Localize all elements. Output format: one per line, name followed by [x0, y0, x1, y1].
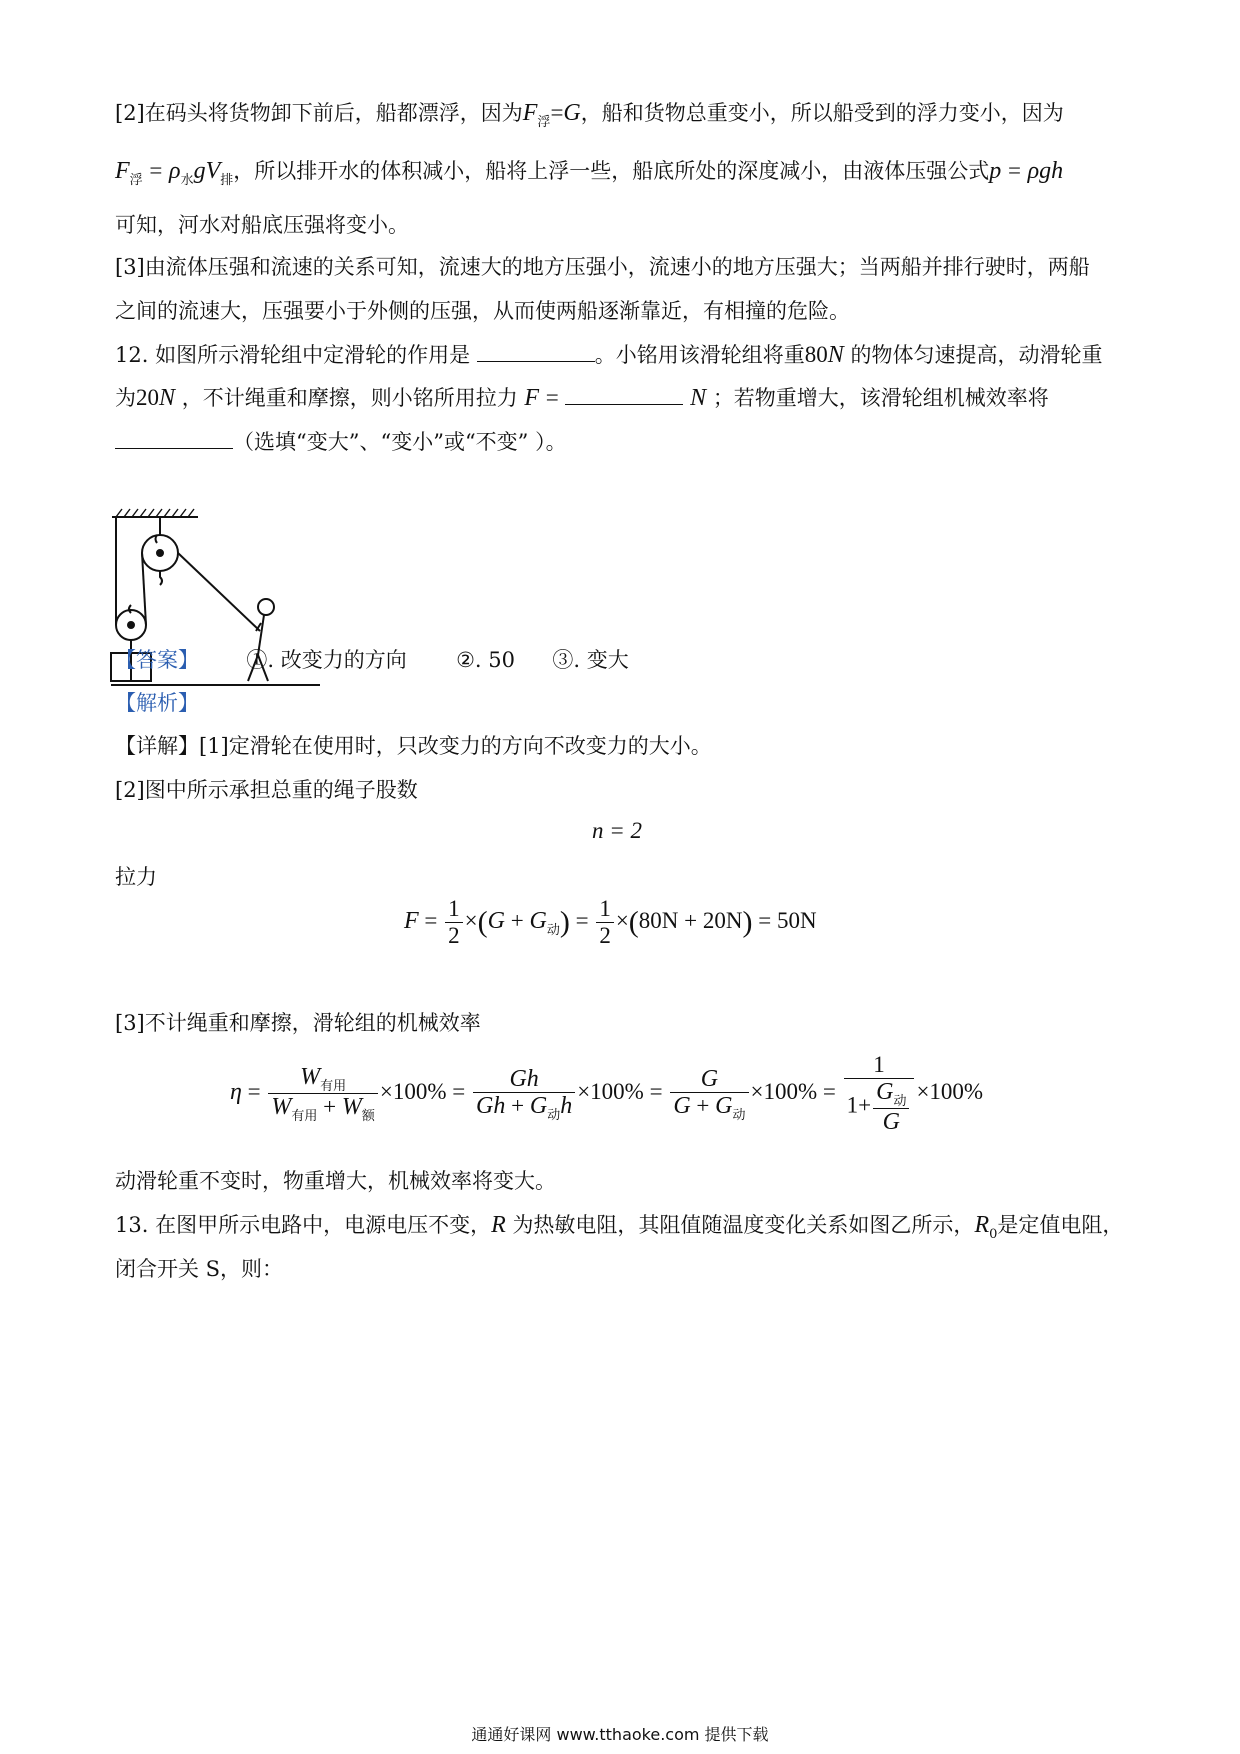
sub-pai: 排 [220, 173, 234, 188]
answer-line [115, 645, 1130, 675]
para-2-line-1: [2]在码头将货物卸下前后，船都漂浮，因为$F_浮=G$，船和货物总重变小，所以船受到的浮力变小，因为 [115, 100, 1064, 130]
sub-youyong-1: 有用 [320, 1078, 347, 1093]
force-values: 80N + 20N [638, 907, 743, 933]
force-result: = 50N [758, 907, 817, 933]
pulley-diagram [108, 495, 338, 715]
equation-n: n = 2 [592, 818, 643, 843]
para-2-line-3: 可知，河水对船底压强将变小。 [115, 213, 409, 237]
equation-force: F = $\frac{1}{2}$ $\times(G + G_动)$ = $\frac{1}{2}$ ×(80N + 20N) = 50N [404, 896, 817, 948]
q13-text-1b: 为热敏电阻，其阻值随温度变化关系如图乙所示， [512, 1213, 975, 1237]
answer-label: 【答案】 [115, 648, 199, 672]
detail-line-5: 动滑轮重不变时，物重增大，机械效率将变大。 [115, 1169, 556, 1193]
q12-text-c1: （选填“变大”、“变小”或“不变” ）。 [233, 430, 567, 454]
detail-label: 【详解】 [115, 734, 199, 758]
q12-blank-2[interactable] [565, 382, 683, 405]
q12-line-1 [115, 339, 1130, 370]
frac-num-1: 1 [448, 896, 460, 921]
q13-text-1: 13. 在图甲所示电路中，电源电压不变， [115, 1213, 492, 1237]
q13-line-2: 闭合开关 S，则： [115, 1257, 284, 1281]
frac-num-2: 1 [599, 896, 611, 921]
q12-text-a3: 的物体匀速提高，动滑轮重 [850, 343, 1103, 367]
sub-dong-4: 动 [893, 1093, 907, 1108]
frac-num-3: 1 [873, 1052, 885, 1077]
q12-text-b2: ，不计绳重和摩擦，则小铭所用拉力 [181, 386, 518, 410]
sub-fu-2: 浮 [129, 173, 143, 188]
q12-val-80: 80 [804, 342, 828, 367]
detail-text-1: [1]定滑轮在使用时，只改变力的方向不改变力的大小。 [199, 734, 712, 758]
q12-text-a1: 12. 如图所示滑轮组中定滑轮的作用是 [115, 343, 471, 367]
q12-blank-1[interactable] [477, 339, 595, 362]
q12-line-2: 为20N ，不计绳重和摩擦，则小铭所用拉力 F = N ；若物重增大，该滑轮组机械效率将 [115, 382, 1130, 413]
para-2-line-2: $F_浮 = \rho_水gV_排$，所以排开水的体积减小，船将上浮一些，船底所处的深度减小，由液体压强公式p = ρgh [115, 158, 1064, 188]
q12-unit-n-3: N [690, 385, 707, 411]
answer-item-1: ①. 改变力的方向 [246, 648, 407, 672]
frac-den-2: 2 [596, 922, 614, 949]
q12-text-a2: 。小铭用该滑轮组将重 [594, 343, 805, 367]
q12-text-b3: ；若物重增大，该滑轮组机械效率将 [712, 386, 1049, 410]
answer-item-3: ③. 变大 [552, 648, 629, 672]
q13-line-1: 13. 在图甲所示电路中，电源电压不变，R 为热敏电阻，其阻值随温度变化关系如图乙所示，$R_0$是定值电阻， [115, 1212, 1124, 1242]
sub-shui: 水 [180, 173, 194, 188]
page-footer: 通通好课网 www.tthaoke.com 提供下载 [471, 1725, 769, 1744]
q12-line-3 [115, 426, 1130, 457]
para-3-line-1: [3]由流体压强和流速的关系可知，流速大的地方压强小，流速小的地方压强大；当两船并排行驶时，两船 [115, 255, 1090, 279]
sub-dong-2: 动 [547, 1106, 561, 1122]
detail-line-1 [115, 731, 1130, 761]
para-2-text-b: ，船和货物总重变小，所以船受到的浮力变小，因为 [580, 101, 1064, 125]
answer-item-2: ②. 50 [456, 648, 516, 672]
para-2-text-a: [2]在码头将货物卸下前后，船都漂浮，因为 [115, 101, 523, 125]
q12-unit-n-2: N [159, 385, 176, 411]
frac-den-1: 2 [445, 922, 463, 949]
detail-line-3: 拉力 [115, 865, 157, 889]
sub-e: 额 [361, 1108, 375, 1123]
q12-val-20: 20 [136, 385, 159, 410]
q12-unit-n-1: N [827, 342, 844, 368]
para-3-line-2: 之间的流速大，压强要小于外侧的压强，从而使两船逐渐靠近，有相撞的危险。 [115, 299, 850, 323]
equation-efficiency: η = $\frac{W_{有用}}{W_{有用} + W_额}$ ×100% = $\frac{Gh}{Gh + G_动h}$ ×100% = $\frac{G}{G + G_动}$ ×100% = 1 1+ $\frac{G_动}{G}$ ×100% [230, 1052, 984, 1135]
q12-blank-3[interactable] [115, 426, 233, 449]
sub-dong-3: 动 [732, 1106, 746, 1122]
q13-text-1c: 是定值电阻， [997, 1213, 1124, 1237]
sub-fu: 浮 [537, 115, 551, 130]
detail-line-2: [2]图中所示承担总重的绳子股数 [115, 778, 418, 802]
detail-line-4: [3]不计绳重和摩擦，滑轮组的机械效率 [115, 1011, 481, 1035]
para-2-text-c: ，所以排开水的体积减小，船将上浮一些，船底所处的深度减小，由液体压强公式 [233, 159, 990, 183]
sub-youyong-2: 有用 [291, 1108, 318, 1123]
sub-dong-1: 动 [546, 921, 560, 937]
analysis-label: 【解析】 [115, 691, 199, 715]
q12-text-b1: 为 [115, 386, 136, 410]
